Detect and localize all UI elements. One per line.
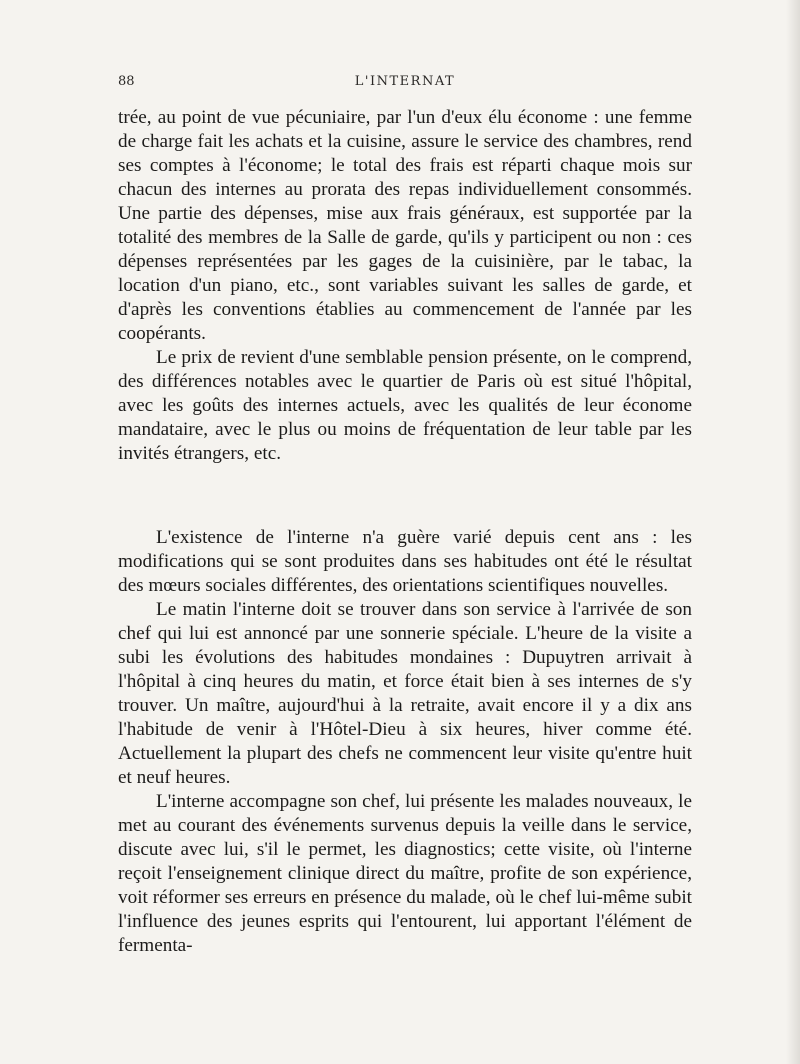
page-header — [118, 74, 692, 96]
running-title: L'INTERNAT — [354, 74, 456, 89]
page-number: 88 — [118, 74, 135, 89]
paragraph: L'interne accompagne son chef, lui présente les malades nouveaux, le met au courant des événements survenus depuis la veille dans le service, discute avec lui, s'il le permet, les diagnostics; cette visite, où l'interne reçoit l'enseignement clinique direct du maître, profite de son expérience, voit réformer ses erreurs en présence du malade, où le chef lui-même subit l'influence des jeunes esprits qui l'entourent, lui apportant l'élément de fermenta- — [118, 791, 692, 956]
paragraph: Le matin l'interne doit se trouver dans son service à l'arrivée de son chef qui lui est annoncé par une sonnerie spéciale. L'heure de la visite a subi les évolutions des habitudes mondaines : Dupuytren arrivait à l'hôpital à cinq heures du matin, et force était bien à ses internes de s'y trouver. Un maître, aujourd'hui à la retraite, avait encore il y a dix ans l'habitude de venir à l'Hôtel-Dieu à six heures, hiver comme été. Actuellement la plupart des chefs ne commencent leur visite qu'entre huit et neuf heures. — [118, 599, 692, 788]
paragraph: Le prix de revient d'une semblable pension présente, on le comprend, des différences notables avec le quartier de Paris où est situé l'hôpital, avec les goûts des internes actuels, avec les qualités de leur économe mandataire, avec le plus ou moins de fréquentation de leur table par les invités étrangers, etc. — [118, 347, 692, 464]
paragraph-continuation: trée, au point de vue pécuniaire, par l'un d'eux élu économe : une femme de charge fait les achats et la cuisine, assure le service des chambres, rend ses comptes à l'économe; le total des frais est réparti chaque mois sur chacun des internes au prorata des repas individuellement consommés. Une partie des dépenses, mise aux frais généraux, est supportée par la totalité des membres de la Salle de garde, qu'ils y participent ou non : ces dépenses représentées par les gages de la cuisinière, par le tabac, la location d'un piano, etc., sont variables suivant les salles de garde, et d'après les conventions établies au commencement de l'année par les coopérants. — [118, 107, 692, 344]
paragraph: L'existence de l'interne n'a guère varié depuis cent ans : les modifications qui se sont produites dans ses habitudes ont été le résultat des mœurs sociales différentes, des orientations scientifiques nouvelles. — [118, 527, 692, 596]
body-text — [118, 106, 692, 958]
page-edge-shadow — [786, 0, 800, 1064]
section-break — [118, 466, 692, 526]
